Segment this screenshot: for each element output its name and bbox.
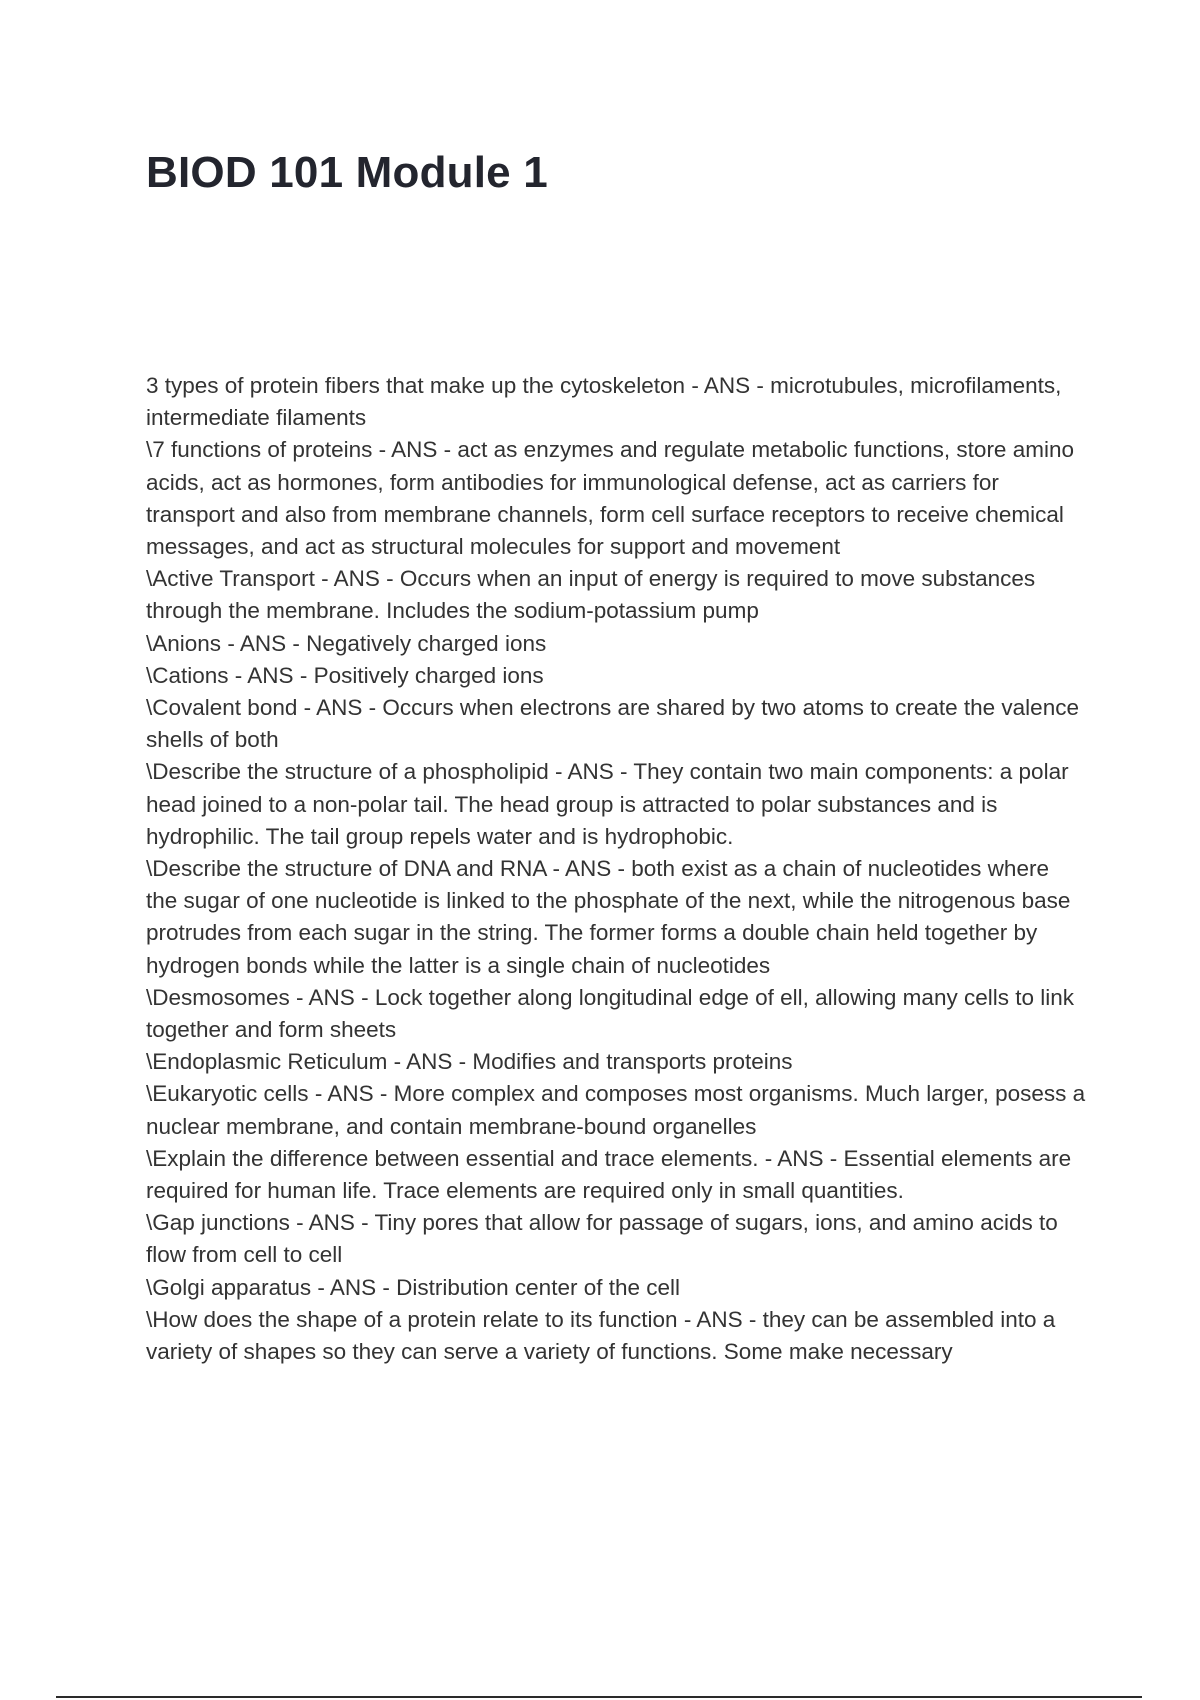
answer: More complex and composes most organisms. Much larger, posess a nuclear membrane, and contain membrane-bound organelles [146, 1081, 1086, 1139]
list-item [146, 1304, 1086, 1368]
answer: Negatively charged ions [306, 630, 547, 656]
separator: - ANS - [372, 437, 458, 463]
answer: Distribution center of the cell [396, 1274, 681, 1300]
list-item [146, 1078, 1086, 1142]
list-item [146, 660, 1086, 692]
term: \7 functions of proteins [146, 437, 373, 463]
list-item [146, 853, 1086, 982]
term: \Endoplasmic Reticulum [146, 1049, 388, 1075]
list-item [146, 1207, 1086, 1271]
answer: Occurs when an input of energy is required to move substances through the membrane. Includes the sodium-potassium pump [146, 566, 1036, 624]
answer: Essential elements are required for human life. Trace elements are required only in small quantities. [146, 1145, 1072, 1204]
term: \Describe the structure of DNA and RNA [146, 856, 547, 882]
term: \Anions [146, 630, 222, 656]
answer: they can be assembled into a variety of shapes so they can serve a variety of functions. Some make necessary [146, 1306, 1056, 1365]
term: \Cations [146, 662, 229, 688]
separator: - ANS - [548, 759, 634, 785]
answer: Occurs when electrons are shared by two atoms to create the valence shells of both [146, 695, 1079, 753]
term: \Active Transport [146, 566, 315, 592]
term: \Explain the difference between essential and trace elements. [146, 1145, 759, 1171]
answer: They contain two main components: a polar head joined to a non-polar tail. The head group is attracted to polar substances and is hydrophilic. The tail group repels water and is hydrophobic. [146, 759, 1069, 849]
separator: - ANS - [758, 1145, 844, 1171]
answer: act as enzymes and regulate metabolic functions, store amino acids, act as hormones, form antibodies for immunological defense, act as carriers for transport and also from membrane channels, form cell surface receptors to receive chemical messages, and act as structural molecules for support and movement [146, 437, 1074, 560]
term: \How does the shape of a protein relate to its function [146, 1306, 678, 1332]
separator: - ANS - [546, 856, 632, 882]
separator: - ANS - [677, 1306, 763, 1332]
list-item [146, 1272, 1086, 1304]
flashcard-list [146, 370, 1086, 1368]
separator: - ANS - [387, 1049, 473, 1075]
page-title: BIOD 101 Module 1 [146, 148, 548, 197]
term: 3 types of protein fibers that make up the cytoskeleton [146, 373, 686, 398]
term: \Desmosomes [146, 984, 290, 1010]
footer-divider [56, 1696, 1142, 1698]
separator: - ANS - [297, 695, 383, 721]
answer: Modifies and transports proteins [472, 1049, 793, 1075]
separator: - ANS - [311, 1274, 397, 1300]
answer: both exist as a chain of nucleotides where the sugar of one nucleotide is linked to the phosphate of the next, while the nitrogenous base protrudes from each sugar in the string. The former forms a double chain held together by hydrogen bonds while the latter is a single chain of nucleotides [146, 856, 1071, 978]
separator: - ANS - [228, 662, 314, 688]
term: \Describe the structure of a phospholipid [146, 759, 549, 785]
term: \Gap junctions [146, 1210, 290, 1236]
list-item [146, 982, 1086, 1046]
term: \Covalent bond [146, 695, 298, 721]
list-item [146, 628, 1086, 660]
separator: - ANS - [314, 566, 400, 592]
answer: Positively charged ions [313, 662, 544, 688]
term: \Golgi apparatus [146, 1274, 312, 1300]
list-item [146, 1143, 1086, 1207]
separator: - ANS - [685, 373, 771, 398]
list-item [146, 692, 1086, 756]
list-item [146, 756, 1086, 853]
separator: - ANS - [308, 1081, 394, 1107]
separator: - ANS - [289, 984, 375, 1010]
term: \Eukaryotic cells [146, 1081, 309, 1107]
answer: Tiny pores that allow for passage of sugars, ions, and amino acids to flow from cell to cell [146, 1210, 1058, 1268]
answer: Lock together along longitudinal edge of ell, allowing many cells to link together and form sheets [146, 984, 1074, 1043]
list-item [146, 1046, 1086, 1078]
list-item [146, 563, 1086, 627]
answer: microtubules, microfilaments, intermediate filaments [146, 373, 1062, 431]
separator: - ANS - [221, 630, 307, 656]
list-item [146, 370, 1086, 434]
list-item [146, 434, 1086, 563]
separator: - ANS - [289, 1210, 375, 1236]
